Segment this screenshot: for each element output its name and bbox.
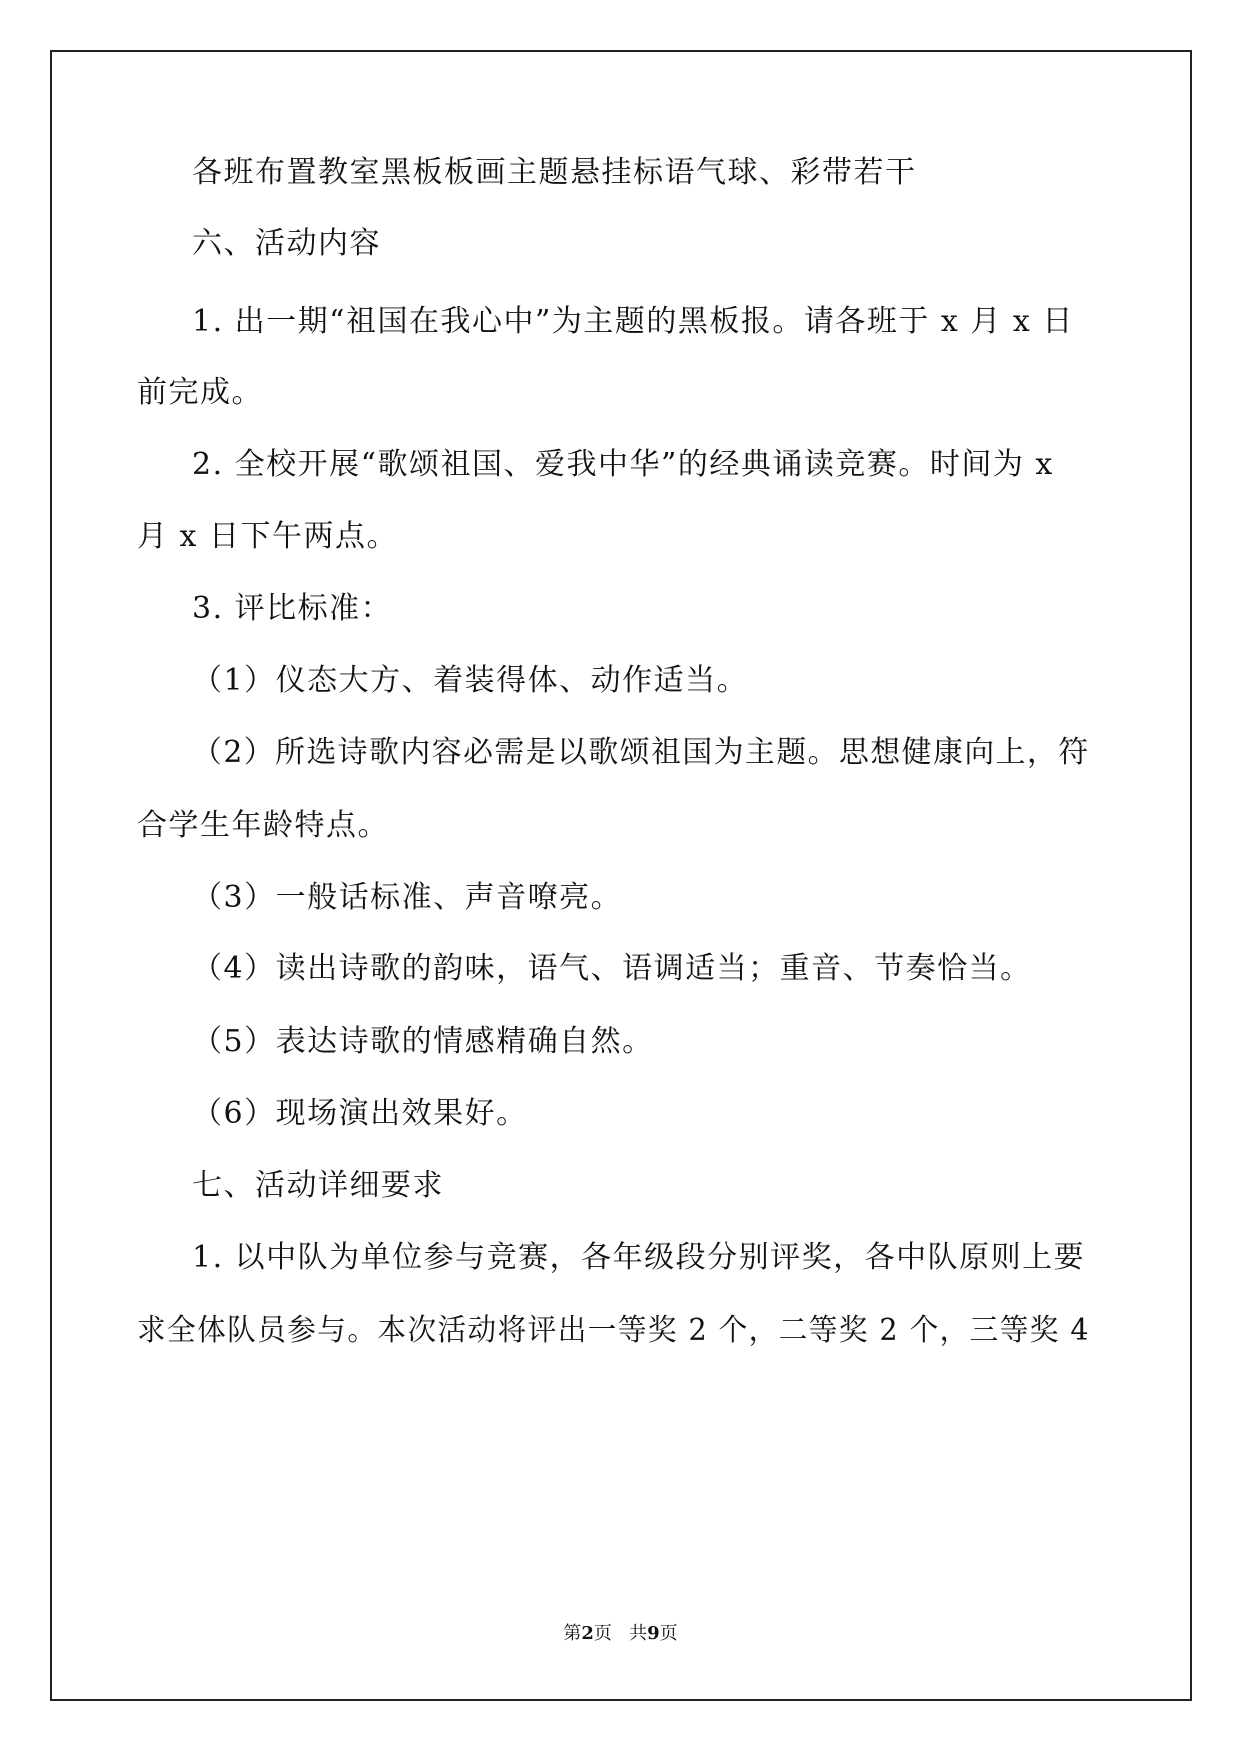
total-suffix: 页 xyxy=(659,1623,678,1644)
total-pages: 9 xyxy=(647,1623,660,1644)
text-line: 1. 以中队为单位参与竞赛，各年级段分别评奖，各中队原则上要 xyxy=(192,1240,1086,1275)
section-heading: 七、活动详细要求 xyxy=(192,1168,444,1203)
text-line: （5）表达诗歌的情感精确自然。 xyxy=(192,1024,654,1059)
text-line: （3）一般话标准、声音嘹亮。 xyxy=(192,880,623,915)
text-line: 各班布置教室黑板板画主题悬挂标语气球、彩带若干 xyxy=(192,155,917,190)
page-number: 2 xyxy=(581,1623,594,1644)
text-line: 求全体队员参与。本次活动将评出一等奖 2 个，二等奖 2 个，三等奖 4 xyxy=(137,1313,1091,1348)
section-heading: 六、活动内容 xyxy=(192,226,381,261)
text-line: （6）现场演出效果好。 xyxy=(192,1096,528,1131)
page-border xyxy=(50,50,1192,1701)
text-line: 2. 全校开展“歌颂祖国、爱我中华”的经典诵读竞赛。时间为 x xyxy=(192,447,1054,482)
page-footer xyxy=(0,1622,1241,1646)
text-line: 合学生年龄特点。 xyxy=(137,808,389,843)
total-prefix: 共 xyxy=(629,1623,648,1644)
page-prefix: 第 xyxy=(563,1623,582,1644)
text-line: （4）读出诗歌的韵味，语气、语调适当；重音、节奏恰当。 xyxy=(192,951,1032,986)
text-line: 1. 出一期“祖国在我心中”为主题的黑板报。请各班于 x 月 x 日 xyxy=(192,304,1074,339)
page-suffix: 页 xyxy=(593,1623,612,1644)
text-line: （1）仪态大方、着装得体、动作适当。 xyxy=(192,663,749,698)
text-line: 前完成。 xyxy=(137,375,263,410)
text-line: 月 x 日下午两点。 xyxy=(137,519,398,554)
text-line: 3. 评比标准： xyxy=(192,591,393,626)
text-line: （2）所选诗歌内容必需是以歌颂祖国为主题。思想健康向上，符 xyxy=(192,735,1090,770)
